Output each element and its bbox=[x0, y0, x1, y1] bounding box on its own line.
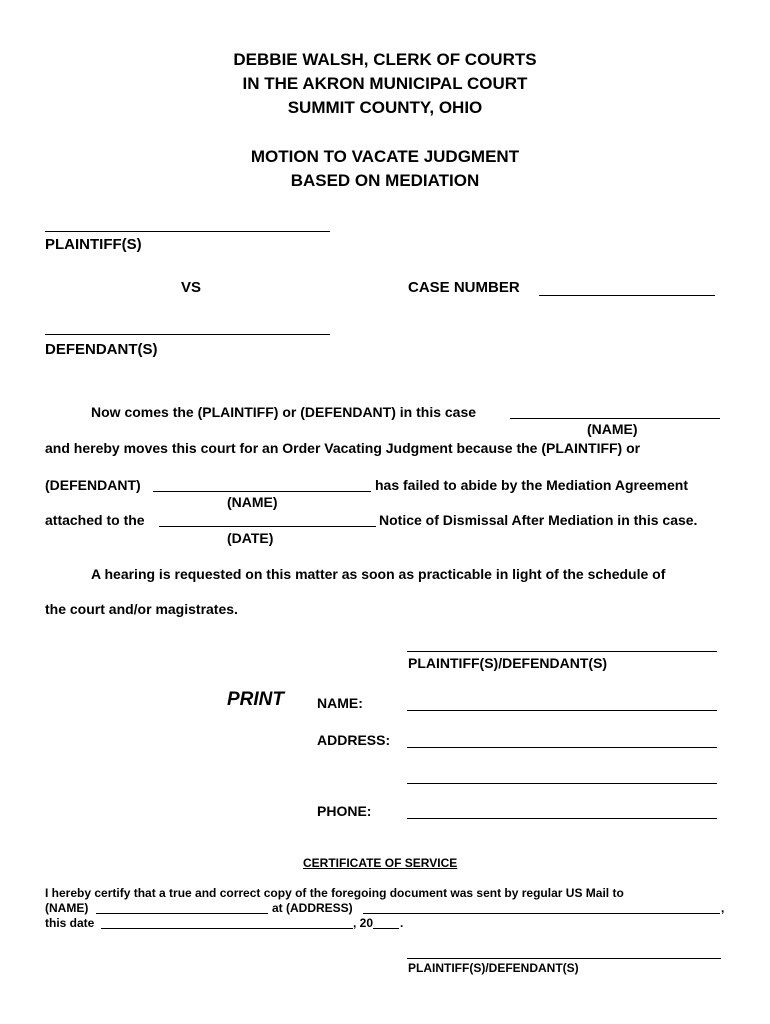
recipient-name-blank-line[interactable] bbox=[96, 913, 268, 914]
failed-to-abide-text: has failed to abide by the Mediation Agreement bbox=[375, 477, 688, 493]
certificate-heading: CERTIFICATE OF SERVICE bbox=[303, 856, 458, 870]
motion-reason-text: and hereby moves this court for an Order Vacating Judgment because the (PLAINTIFF) or bbox=[45, 440, 641, 456]
county-line: SUMMIT COUNTY, OHIO bbox=[287, 98, 483, 117]
address-blank-line-2[interactable] bbox=[407, 783, 717, 784]
notice-date-blank-line[interactable] bbox=[159, 526, 376, 527]
certificate-period: . bbox=[400, 916, 404, 930]
certificate-text: I hereby certify that a true and correct copy of the foregoing document was sent by regular US Mail to bbox=[45, 886, 624, 900]
certificate-comma: , bbox=[721, 901, 725, 915]
hearing-request-text-cont: the court and/or magistrates. bbox=[45, 601, 238, 617]
plaintiff-blank-line[interactable] bbox=[45, 231, 330, 232]
recipient-address-blank-line[interactable] bbox=[363, 913, 720, 914]
certificate-signature-line[interactable] bbox=[407, 958, 721, 959]
name-blank-line[interactable] bbox=[407, 710, 717, 711]
name-label: NAME: bbox=[317, 695, 363, 711]
service-year-blank-line[interactable] bbox=[373, 928, 399, 929]
court-clerk-line: DEBBIE WALSH, CLERK OF COURTS bbox=[233, 50, 537, 69]
name-hint: (NAME) bbox=[587, 421, 638, 437]
certificate-year-prefix: , 20 bbox=[353, 916, 374, 930]
hearing-request-text: A hearing is requested on this matter as soon as practicable in light of the schedule of bbox=[91, 566, 666, 582]
certificate-signature-label: PLAINTIFF(S)/DEFENDANT(S) bbox=[408, 961, 579, 975]
attached-prefix: attached to the bbox=[45, 512, 145, 528]
phone-blank-line[interactable] bbox=[407, 818, 717, 819]
vs-label: VS bbox=[181, 279, 202, 296]
plaintiff-label: PLAINTIFF(S) bbox=[45, 236, 142, 253]
date-hint: (DATE) bbox=[227, 530, 274, 546]
certificate-name-prefix: (NAME) bbox=[45, 901, 89, 915]
document-title-line1: MOTION TO VACATE JUDGMENT bbox=[250, 147, 520, 166]
certificate-at-address: at (ADDRESS) bbox=[272, 901, 353, 915]
signature-line[interactable] bbox=[407, 651, 717, 652]
address-label: ADDRESS: bbox=[317, 732, 391, 748]
name-hint: (NAME) bbox=[227, 494, 278, 510]
defendant-prefix: (DEFENDANT) bbox=[45, 477, 141, 493]
party-name-blank-line[interactable] bbox=[153, 491, 371, 492]
notice-of-dismissal-text: Notice of Dismissal After Mediation in this case. bbox=[379, 512, 698, 528]
case-number-label: CASE NUMBER bbox=[408, 279, 520, 296]
movant-name-blank-line[interactable] bbox=[510, 418, 720, 419]
defendant-label: DEFENDANT(S) bbox=[45, 341, 158, 358]
signature-label: PLAINTIFF(S)/DEFENDANT(S) bbox=[408, 655, 608, 671]
certificate-this-date: this date bbox=[45, 916, 95, 930]
print-label: PRINT bbox=[227, 689, 284, 710]
court-name-line: IN THE AKRON MUNICIPAL COURT bbox=[242, 74, 528, 93]
service-date-blank-line[interactable] bbox=[101, 928, 353, 929]
document-title-line2: BASED ON MEDIATION bbox=[290, 171, 480, 190]
phone-label: PHONE: bbox=[317, 803, 372, 819]
motion-intro-text: Now comes the (PLAINTIFF) or (DEFENDANT) in this case bbox=[91, 404, 477, 420]
case-number-blank-line[interactable] bbox=[539, 295, 715, 296]
defendant-blank-line[interactable] bbox=[45, 334, 330, 335]
address-blank-line-1[interactable] bbox=[407, 747, 717, 748]
